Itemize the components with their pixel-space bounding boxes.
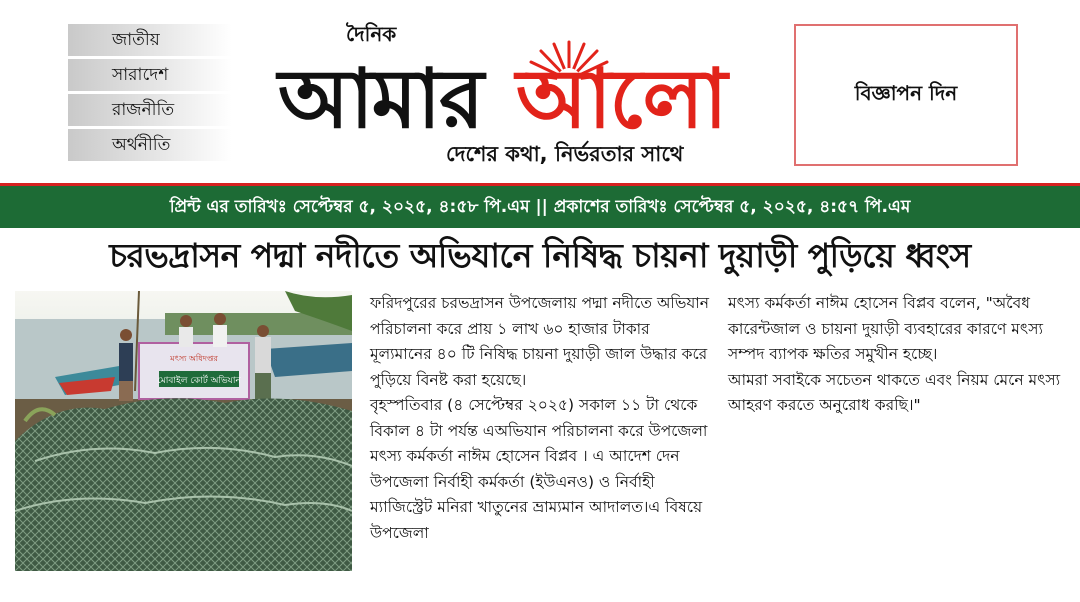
nav-item-countrywide[interactable]: সারাদেশ bbox=[68, 59, 232, 91]
article-paragraph-1: ফরিদপুরের চরভদ্রাসন উপজেলায় পদ্মা নদীতে অভিযান পরিচালনা করে প্রায় ১ লাখ ৬০ হাজার টাকার মূল্যমানের ৪০ টি নিষিদ্ধ চায়না দুয়াড়ী জাল উদ্ধার করে পুড়িয়ে বিনষ্ট করা হয়েছে। bbox=[370, 294, 710, 389]
article-column-2 bbox=[728, 291, 1068, 419]
article-paragraph-3: মৎস্য কর্মকর্তা নাঈম হোসেন বিপ্লব বলেন, "অবৈধ কারেন্টজাল ও চায়না দুয়াড়ী ব্যবহারের কারণে মৎস্য সম্পদ ব্যাপক ক্ষতির সমুখীন হচ্ছে। bbox=[728, 294, 1043, 363]
logo-name-part1: আমার bbox=[278, 52, 483, 147]
article-paragraph-2: বৃহস্পতিবার (৪ সেপ্টেম্বর ২০২৫) সকাল ১১ টা থেকে বিকাল ৪ টা পর্যন্ত এঅভিযান পরিচালনা করে উপজেলা মৎস্য কর্মকর্তা নাঈম হোসেন বিপ্লব । এ আদেশ দেন উপজেলা নির্বাহী কর্মকর্তা (ইউএনও) ও নির্বাহী ম্যাজিস্ট্রেট মনিরা খাতুনের ভ্রাম্যমান আদালত।এ বিষয়ে উপজেলা bbox=[370, 396, 708, 542]
nav-item-politics[interactable]: রাজনীতি bbox=[68, 94, 232, 126]
article-headline: চরভদ্রাসন পদ্মা নদীতে অভিযানে নিষিদ্ধ চায়না দুয়াড়ী পুড়িয়ে ধ্বংস bbox=[109, 236, 971, 275]
logo-prefix: দৈনিক bbox=[346, 22, 397, 46]
logo-name-part2: আলো bbox=[516, 52, 726, 147]
nav-item-economy[interactable]: অর্থনীতি bbox=[68, 129, 232, 161]
masthead-logo[interactable] bbox=[270, 18, 750, 178]
photo-illustration bbox=[15, 291, 352, 571]
advertise-box[interactable] bbox=[794, 24, 1018, 166]
logo-tagline: দেশের কথা, নির্ভরতার সাথে bbox=[446, 142, 684, 166]
article-paragraph-4: আমরা সবাইকে সচেতন থাকতে এবং নিয়ম মেনে মৎস্য আহরণ করতে অনুরোধ করছি।" bbox=[728, 370, 1061, 414]
advertise-label: বিজ্ঞাপন দিন bbox=[854, 80, 958, 105]
article-photo bbox=[15, 291, 352, 571]
article-column-1 bbox=[370, 291, 710, 546]
print-date-bar: প্রিন্ট এর তারিখঃ সেপ্টেম্বর ৫, ২০২৫, ৪:৫৮ পি.এম || প্রকাশের তারিখঃ সেপ্টেম্বর ৫, ২০২৫, ৪:৫৭ পি.এম bbox=[0, 186, 1080, 228]
nav-item-national[interactable]: জাতীয় bbox=[68, 24, 232, 56]
banner-text-main: মোবাইল কোর্ট অভিযান bbox=[157, 376, 241, 386]
category-nav bbox=[68, 24, 232, 164]
banner-text-top: মৎস্য অধিদপ্তর bbox=[170, 354, 218, 363]
